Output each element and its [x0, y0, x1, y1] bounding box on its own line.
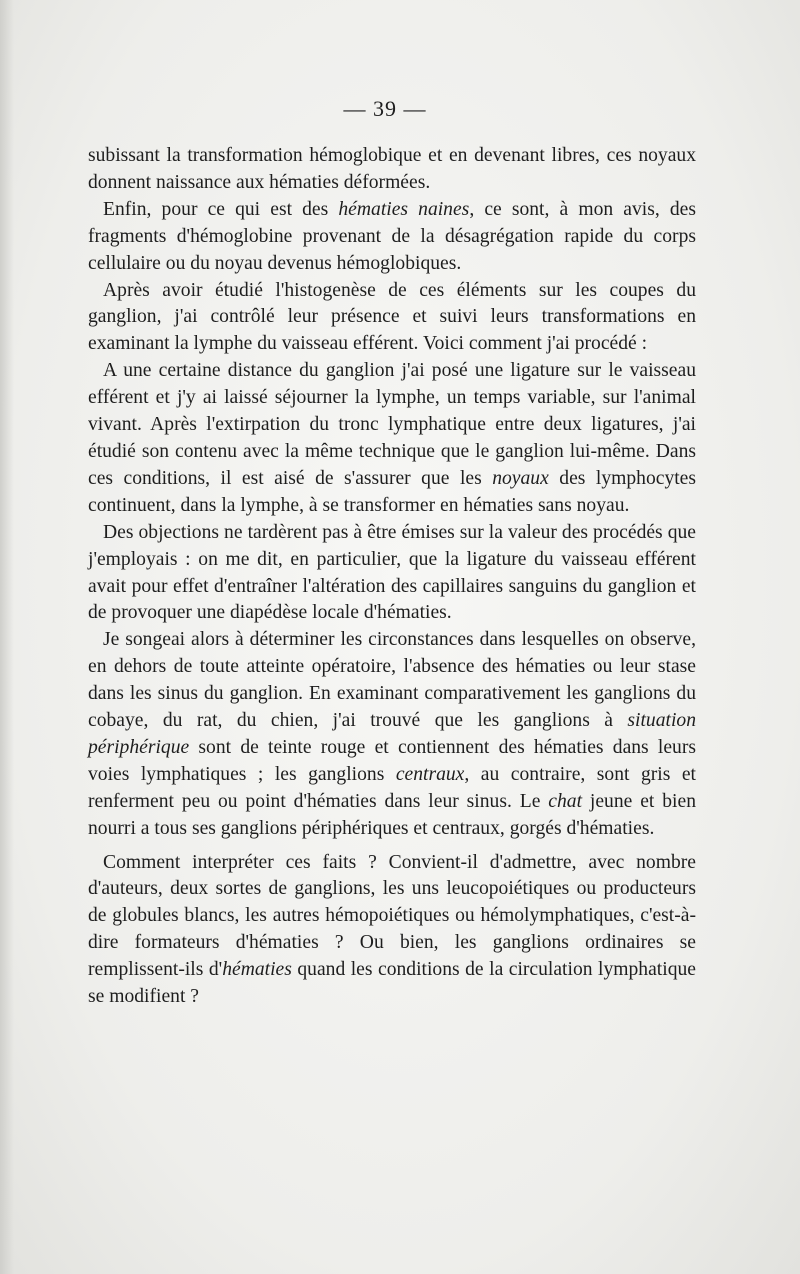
paragraph-4: [88, 358, 696, 519]
paragraph-3: [88, 278, 696, 359]
paragraph-2: [88, 197, 696, 278]
text-run: , au contraire, sont gris et renferment peu ou point d'hématies dans leur sinus. Le: [88, 763, 696, 812]
italic-run: hématies: [222, 959, 292, 981]
paragraph-7: [88, 850, 696, 1011]
text-run: sont de teinte rouge et contiennent des hématies dans leurs voies lymphatiques ; les ganglions: [88, 736, 696, 785]
italic-run: hématies naines: [338, 198, 470, 220]
italic-run: centraux: [395, 763, 465, 785]
text-run: jeune et bien nourri a tous ses ganglions périphériques et centraux, gorgés d'hématies.: [88, 790, 696, 839]
italic-run: situation périphérique: [88, 710, 696, 758]
text-run: Comment interpréter ces faits ? Convient-il d'admettre, avec nombre d'auteurs, deux sortes de ganglions, les uns leucopoiétiques ou producteurs de globules blancs, les autres hémopoiétiques ou hémolymphatiques, c'est-à-dire formateurs d'hématies ? Ou bien, les ganglions ordinaires se remplissent-ils d': [88, 851, 696, 981]
text-run: , ce sont, à mon avis, des fragments d'hémoglobine provenant de la désagrégation rapide du corps cellulaire ou du noyau devenus hémoglobiques.: [88, 198, 696, 274]
text-run: Après avoir étudié l'histogenèse de ces éléments sur les coupes du ganglion, j'ai contrôlé leur présence et suivi leurs transformations en examinant la lymphe du vaisseau efférent. Voici comment j'ai procédé :: [88, 279, 696, 355]
text-run: Enfin, pour ce qui est des: [103, 198, 339, 220]
text-run: Des objections ne tardèrent pas à être émises sur la valeur des procédés que j'employais : on me dit, en particulier, que la ligature du vaisseau efférent avait pour effet d'entraîner l'altération des capillaires sanguins du ganglion et de provoquer une diapédèse locale d'hématies.: [88, 521, 696, 624]
paragraph-1: [88, 143, 696, 197]
body-text: [88, 143, 696, 1011]
text-run: quand les conditions de la circulation lymphatique se modifient ?: [88, 959, 696, 1008]
text-run: A une certaine distance du ganglion j'ai posé une ligature sur le vaisseau efférent et j'y ai laissé séjourner la lymphe, un temps variable, sur l'animal vivant. Après l'extirpation du tronc lymphatique entre deux ligatures, j'ai étudié son contenu avec la même technique que le ganglion lui-même. Dans ces conditions, il est aisé de s'assurer que les: [88, 360, 696, 489]
italic-run: chat: [548, 790, 583, 812]
page-edge-shadow: [0, 0, 14, 1274]
paragraph-6: [88, 627, 696, 842]
paragraph-5: [88, 520, 696, 628]
page-number: — 39 —: [343, 96, 427, 121]
text-run: subissant la transformation hémoglobique et en devenant libres, ces noyaux donnent naissance aux hématies déformées.: [88, 145, 696, 193]
italic-run: noyaux: [492, 467, 549, 489]
text-run: Je songeai alors à déterminer les circonstances dans lesquelles on observe, en dehors de toute atteinte opératoire, l'absence des hématies ou leur stase dans les sinus du ganglion. En examinant comparativement les ganglions du cobaye, du rat, du chien, j'ai trouvé que les ganglions à: [88, 629, 696, 732]
text-run: des lymphocytes continuent, dans la lymphe, à se transformer en hématies sans noyau.: [88, 467, 697, 516]
